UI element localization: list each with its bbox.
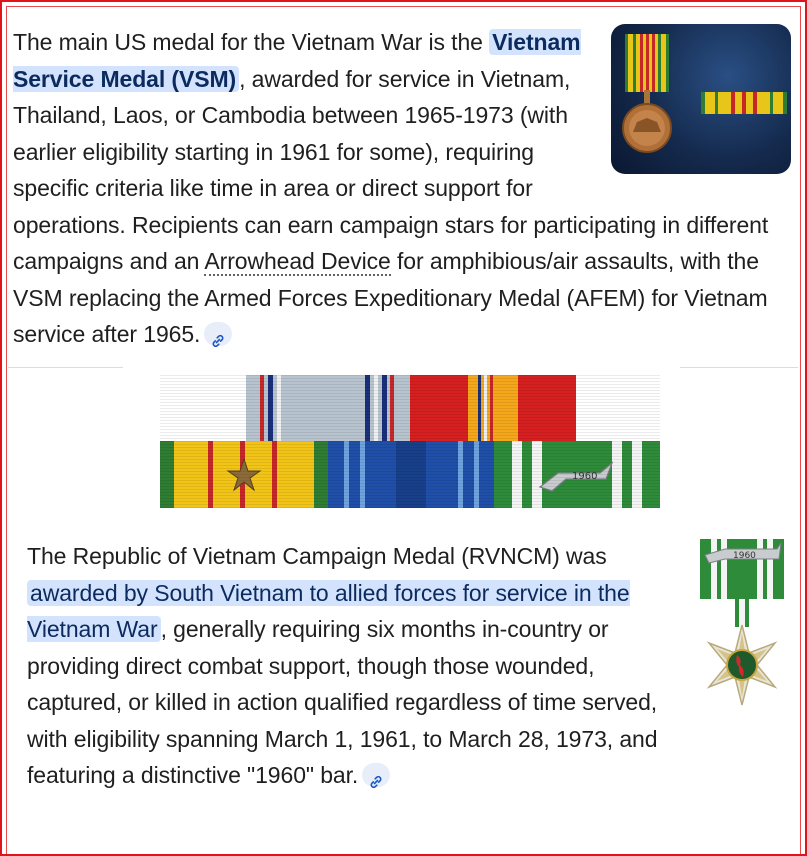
link-icon xyxy=(211,334,225,348)
rvncm-text-intro: The Republic of Vietnam Campaign Medal (RVNCM) was xyxy=(27,543,607,569)
rvncm-paragraph xyxy=(27,538,792,794)
medal-bar-text: 1960 xyxy=(733,551,756,561)
image-spacer xyxy=(687,538,792,728)
vsm-paragraph xyxy=(13,24,793,353)
section-divider-right xyxy=(680,367,798,368)
image-spacer xyxy=(605,24,793,174)
ribbon-rack-image[interactable] xyxy=(160,375,660,510)
vsm-highlight[interactable]: Vietnam Service Medal (VSM) xyxy=(13,29,581,92)
section-divider-left xyxy=(8,367,123,368)
link-icon xyxy=(369,775,383,789)
rvncm-highlight[interactable]: awarded by South Vietnam to allied forces for service in the Vietnam War xyxy=(27,579,630,642)
ribbon-rack-graphic xyxy=(160,375,660,510)
vsm-text-body: , awarded for service in Vietnam, Thailand, Laos, or Cambodia between 1965-1973 (with earlier eligibility starting in 1961 for some), requiring specific criteria like time in area or direct support for operations. Recipients can earn campaign stars for participating in different campaigns and an xyxy=(13,65,769,274)
source-link-button[interactable] xyxy=(362,763,390,787)
arrowhead-device-link[interactable]: Arrowhead Device xyxy=(204,248,391,274)
source-link-button[interactable] xyxy=(204,322,232,346)
vsm-text-end: for amphibious/air assaults, with the VSM replacing the Armed Forces Expeditionary Medal (AFEM) for Vietnam service after 1965. xyxy=(13,248,768,347)
rvncm-text-body: , generally requiring six months in-country or providing direct combat support, though those wounded, captured, or killed in action qualified regardless of time served, with eligibility spanning March 1, 1961, to March 28, 1973, and featuring a distinctive "1960" bar. xyxy=(27,616,658,788)
vsm-text-intro: The main US medal for the Vietnam War is the xyxy=(13,29,490,55)
